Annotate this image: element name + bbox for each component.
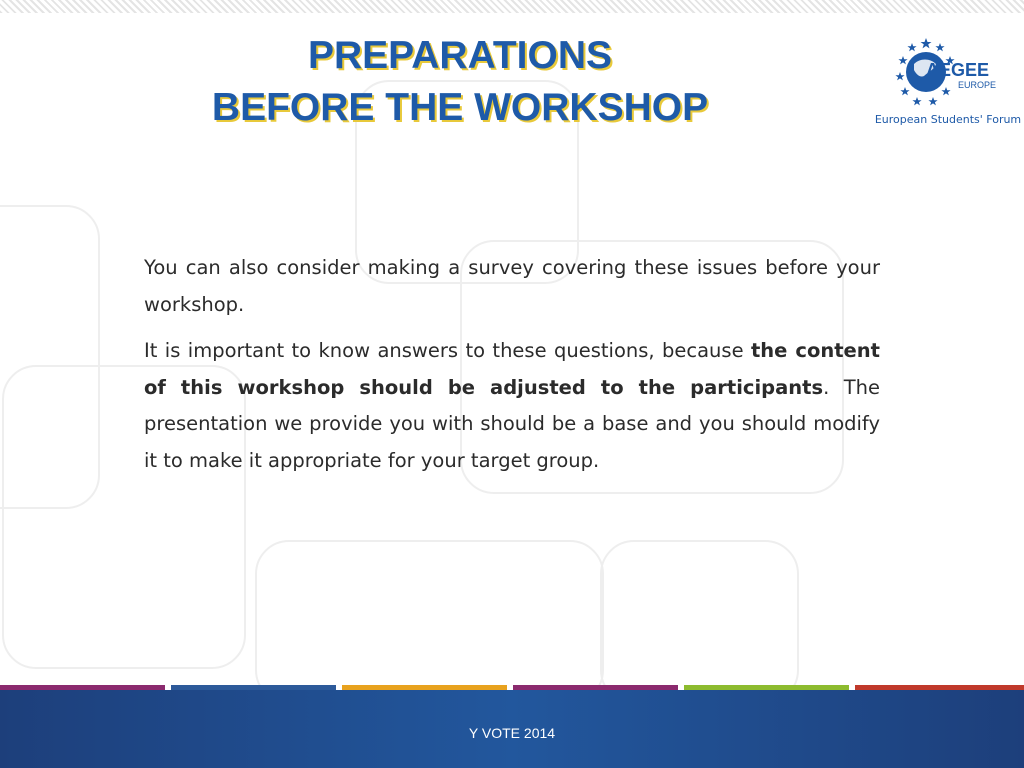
title-line-1: PREPARATIONS: [307, 34, 613, 77]
body-text: [144, 250, 880, 489]
aegee-logo-mark-icon: [890, 34, 1008, 106]
slide-title: [150, 30, 770, 134]
logo-caption: European Students' Forum: [874, 113, 1022, 126]
paragraph-2-start: It is important to know answers to these questions, because: [144, 339, 751, 362]
paragraph-2: [144, 333, 880, 479]
background-outline: [255, 540, 604, 704]
paragraph-1: You can also consider making a survey covering these issues before your workshop.: [144, 256, 880, 316]
top-hatch-pattern: [0, 0, 1024, 13]
paragraph-2-end: . The presentation we provide you with should be a base and you should modify it to make it appropriate for your target group.: [144, 375, 880, 472]
logo-sub: EUROPE: [958, 80, 997, 90]
footer-bar: [0, 690, 1024, 768]
background-outline: [600, 540, 799, 704]
paragraph-2-emphasis: the content of this workshop should be adjusted to the participants: [144, 339, 880, 399]
title-line-2: BEFORE THE WORKSHOP: [211, 86, 709, 129]
aegee-logo: [874, 34, 1022, 134]
footer-text: Y VOTE 2014: [468, 725, 556, 741]
logo-wordmark: AEGEE: [926, 60, 990, 80]
